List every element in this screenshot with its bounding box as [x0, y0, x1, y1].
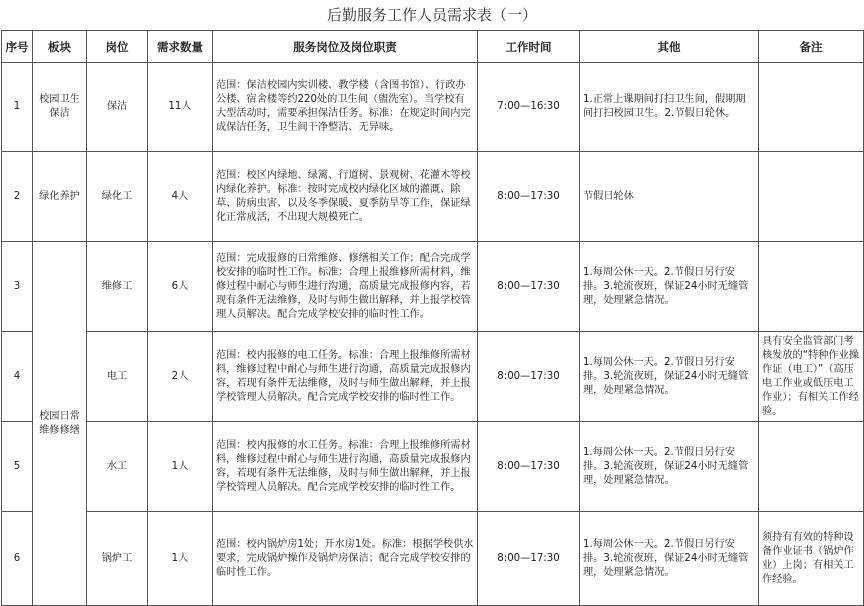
header-time: 工作时间 — [478, 31, 580, 63]
cell-no: 1 — [2, 63, 33, 152]
table-row — [2, 512, 864, 606]
table-title: 后勤服务工作人员需求表（一） — [326, 6, 537, 24]
cell-note: 具有安全监管部门考核发放的“特种作业操作证（电工）”（高压电工作业或低压电工作业）；有相关工作经验。 — [759, 332, 864, 422]
cell-no: 2 — [2, 152, 33, 242]
header-no: 序号 — [2, 31, 33, 63]
header-row — [2, 31, 864, 63]
cell-other: 1.正常上课期间打扫卫生间，假期期间打扫校园卫生。2.节假日轮休。 — [580, 63, 759, 152]
header-count: 需求数量 — [148, 31, 213, 63]
header-note: 备注 — [759, 31, 864, 63]
cell-count: 11人 — [148, 63, 213, 152]
cell-section: 校园日常维修修缮 — [33, 242, 87, 606]
cell-note — [759, 422, 864, 512]
cell-other: 1.每周公休一天。2.节假日另行安排。3.轮流夜班，保证24小时无缝管理，处理紧急情况。 — [580, 422, 759, 512]
cell-post: 维修工 — [87, 242, 148, 332]
cell-other: 1.每周公休一天。2.节假日另行安排。3.轮流夜班，保证24小时无缝管理，处理紧急情况。 — [580, 512, 759, 606]
header-post: 岗位 — [87, 31, 148, 63]
table-row — [2, 152, 864, 242]
cell-time: 8:00—17:30 — [478, 332, 580, 422]
cell-duty: 范围：完成报修的日常维修、修缮相关工作；配合完成学校安排的临时性工作。标准：合理上报维修所需材料，维修过程中耐心与师生进行沟通，高质量完成报修内容，若现有条件无法维修，及时与师生做出解释，并上报学校管理人员解决。配合完成学校安排的临时性工作。 — [213, 242, 478, 332]
cell-time: 8:00—17:30 — [478, 152, 580, 242]
cell-count: 4人 — [148, 152, 213, 242]
cell-time: 8:00—17:30 — [478, 242, 580, 332]
cell-note — [759, 63, 864, 152]
table-row — [2, 63, 864, 152]
cell-section: 校园卫生保洁 — [33, 63, 87, 152]
cell-duty: 范围：校内报修的水工任务。标准：合理上报维修所需材料，维修过程中耐心与师生进行沟通，高质量完成报修内容，若现有条件无法维修，及时与师生做出解释，并上报学校管理人员解决。配合完成学校安排的临时性工作。 — [213, 422, 478, 512]
table-row — [2, 332, 864, 422]
cell-post: 水工 — [87, 422, 148, 512]
cell-other: 1.每周公休一天。2.节假日另行安排。3.轮流夜班，保证24小时无缝管理，处理紧急情况。 — [580, 332, 759, 422]
cell-note — [759, 152, 864, 242]
table-row — [2, 422, 864, 512]
cell-section: 绿化养护 — [33, 152, 87, 242]
cell-duty: 范围：校内锅炉房1处；开水房1处。标准：根据学校供水要求，完成锅炉操作及锅炉房保洁；配合完成学校安排的临时性工作。 — [213, 512, 478, 606]
cell-note — [759, 242, 864, 332]
cell-time: 8:00—17:30 — [478, 422, 580, 512]
cell-no: 4 — [2, 332, 33, 422]
cell-duty: 范围：校内报修的电工任务。标准：合理上报维修所需材料，维修过程中耐心与师生进行沟通，高质量完成报修内容，若现有条件无法维修，及时与师生做出解释，并上报学校管理人员解决。配合完成学校安排的临时性工作。 — [213, 332, 478, 422]
cell-count: 6人 — [148, 242, 213, 332]
cell-no: 5 — [2, 422, 33, 512]
cell-count: 1人 — [148, 512, 213, 606]
cell-post: 绿化工 — [87, 152, 148, 242]
cell-count: 2人 — [148, 332, 213, 422]
cell-no: 6 — [2, 512, 33, 606]
cell-post: 保洁 — [87, 63, 148, 152]
cell-other: 节假日轮休 — [580, 152, 759, 242]
cell-post: 电工 — [87, 332, 148, 422]
cell-time: 8:00—17:30 — [478, 512, 580, 606]
cell-duty: 范围：校区内绿地、绿篱、行道树、景观树、花灌木等校内绿化养护。标准：按时完成校内绿化区域的灌溉、除草、防病虫害、以及冬季保暖、夏季防旱等工作，保证绿化正常成活，不出现大规模死亡。 — [213, 152, 478, 242]
cell-other: 1.每周公休一天。2.节假日另行安排。3.轮流夜班，保证24小时无缝管理，处理紧急情况。 — [580, 242, 759, 332]
header-duty: 服务岗位及岗位职责 — [213, 31, 478, 63]
cell-count: 1人 — [148, 422, 213, 512]
cell-no: 3 — [2, 242, 33, 332]
cell-note: 须持有有效的特种设备作业证书（锅炉作业）上岗；有相关工作经验。 — [759, 512, 864, 606]
header-other: 其他 — [580, 31, 759, 63]
cell-duty: 范围：保洁校园内实训楼、教学楼（含图书馆）、行政办公楼、宿舍楼等约220处的卫生间（盥洗室）。当学校有大型活动时，需要承担保洁任务。标准：在规定时间内完成保洁任务，卫生间干净整洁、无异味。 — [213, 63, 478, 152]
cell-time: 7:00—16:30 — [478, 63, 580, 152]
staff-demand-table — [1, 30, 864, 606]
cell-post: 锅炉工 — [87, 512, 148, 606]
table-row — [2, 242, 864, 332]
header-section: 板块 — [33, 31, 87, 63]
